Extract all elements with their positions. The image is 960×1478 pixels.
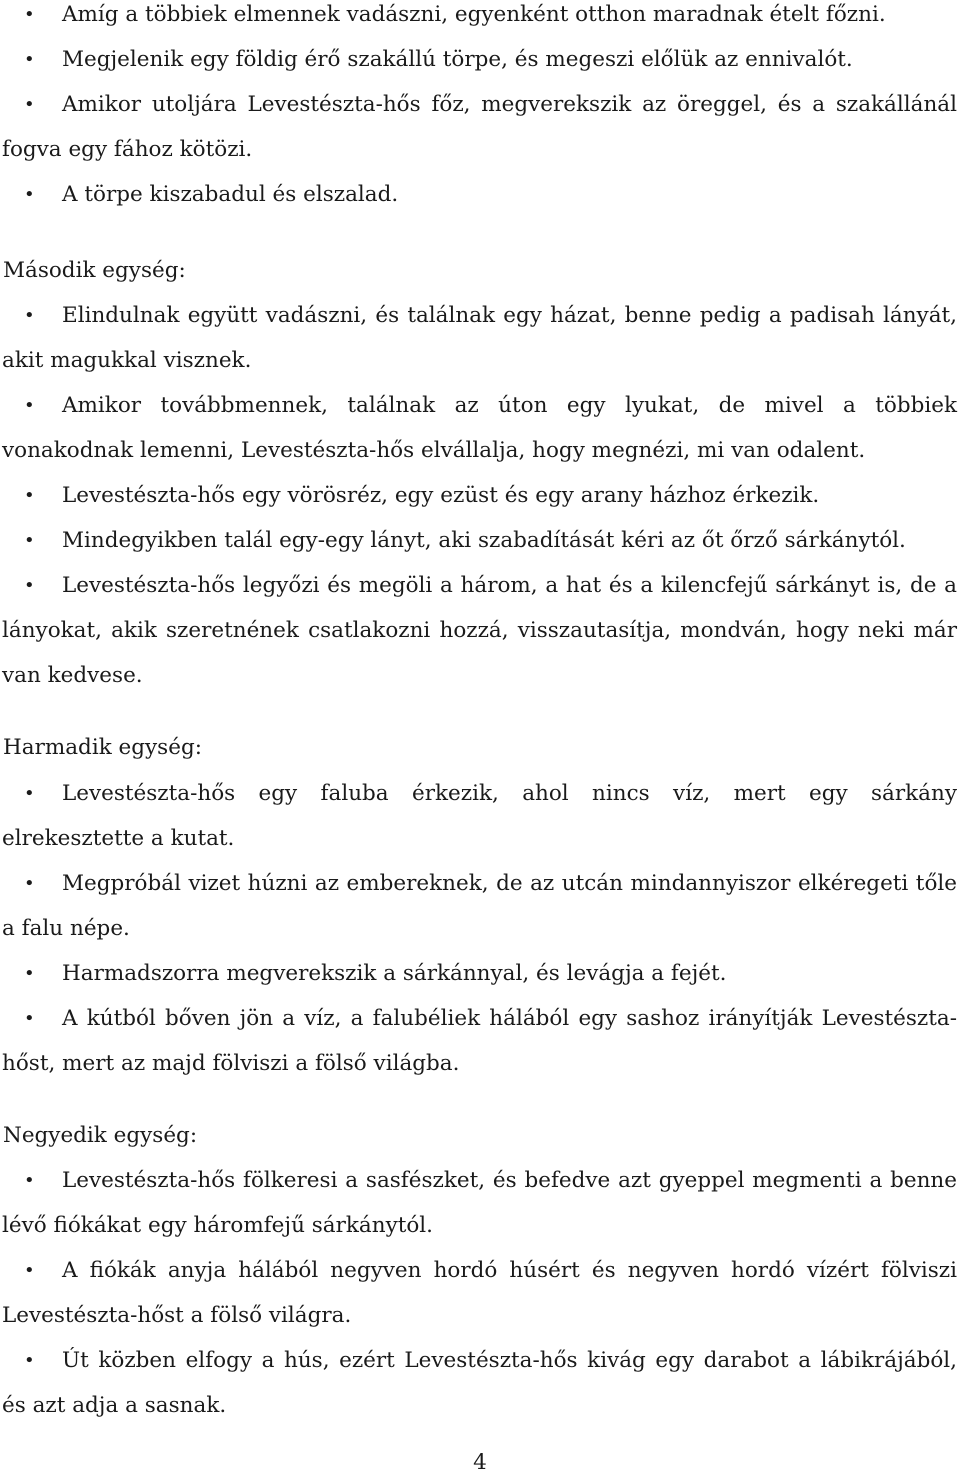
bullet-icon: • (24, 1008, 35, 1029)
list-item: • A kútból bőven jön a víz, a falubéliek hálából egy sashoz irányítják Levestészta-hőst, mert az majd fölviszi a fölső világba. (2, 996, 957, 1086)
list-item: • Megjelenik egy földig érő szakállú törpe, és megeszi előlük az ennivalót. (2, 37, 957, 82)
bullet-icon: • (24, 575, 35, 596)
bullet-icon: • (24, 783, 35, 804)
bullet-icon: • (24, 395, 35, 416)
list-item: • Amikor továbbmennek, találnak az úton egy lyukat, de mivel a többiek vonakodnak lemenni, Levestészta-hős elvállalja, hogy megnézi, mi van odalent. (2, 383, 957, 473)
list-item: • Elindulnak együtt vadászni, és találnak egy házat, benne pedig a padisah lányát, akit magukkal visznek. (2, 293, 957, 383)
section-heading: Második egység: (3, 258, 186, 283)
section-list (2, 293, 957, 698)
bullet-icon: • (24, 1260, 35, 1281)
bullet-icon: • (24, 49, 35, 70)
continued-list (2, 0, 957, 217)
bullet-icon: • (24, 94, 35, 115)
list-item: • Amikor utoljára Levestészta-hős főz, megverekszik az öreggel, és a szakállánál fogva egy fához kötözi. (2, 82, 957, 172)
list-item: • Megpróbál vizet húzni az embereknek, de az utcán mindannyiszor elkéregeti tőle a falu népe. (2, 861, 957, 951)
section-list (2, 771, 957, 1086)
bullet-icon: • (24, 305, 35, 326)
list-item: • Mindegyikben talál egy-egy lányt, aki szabadítását kéri az őt őrző sárkánytól. (2, 518, 957, 563)
section-heading: Harmadik egység: (3, 735, 202, 760)
bullet-icon: • (24, 873, 35, 894)
page-number: 4 (473, 1450, 487, 1475)
list-item: • A fiókák anyja hálából negyven hordó húsért és negyven hordó vízért fölviszi Levestészta-hőst a fölső világra. (2, 1248, 957, 1338)
list-item: • Levestészta-hős legyőzi és megöli a három, a hat és a kilencfejű sárkányt is, de a lányokat, akik szeretnének csatlakozni hozzá, visszautasítja, mondván, hogy neki már van kedvese. (2, 563, 957, 698)
list-item: • Levestészta-hős egy vörösréz, egy ezüst és egy arany házhoz érkezik. (2, 473, 957, 518)
bullet-icon: • (24, 963, 35, 984)
section-heading: Negyedik egység: (3, 1123, 198, 1148)
list-item: • Harmadszorra megverekszik a sárkánnyal, és levágja a fejét. (2, 951, 957, 996)
section-list (2, 1158, 957, 1428)
list-item: • Levestészta-hős fölkeresi a sasfészket, és befedve azt gyeppel megmenti a benne lévő fiókákat egy háromfejű sárkánytól. (2, 1158, 957, 1248)
list-item: • Amíg a többiek elmennek vadászni, egyenként otthon maradnak ételt főzni. (2, 0, 957, 37)
bullet-icon: • (24, 530, 35, 551)
list-item: • Út közben elfogy a hús, ezért Levestészta-hős kivág egy darabot a lábikrájából, és azt adja a sasnak. (2, 1338, 957, 1428)
bullet-icon: • (24, 184, 35, 205)
bullet-icon: • (24, 485, 35, 506)
list-item: • A törpe kiszabadul és elszalad. (2, 172, 957, 217)
list-item: • Levestészta-hős egy faluba érkezik, ahol nincs víz, mert egy sárkány elrekesztette a kutat. (2, 771, 957, 861)
bullet-icon: • (24, 4, 35, 25)
bullet-icon: • (24, 1350, 35, 1371)
bullet-icon: • (24, 1170, 35, 1191)
